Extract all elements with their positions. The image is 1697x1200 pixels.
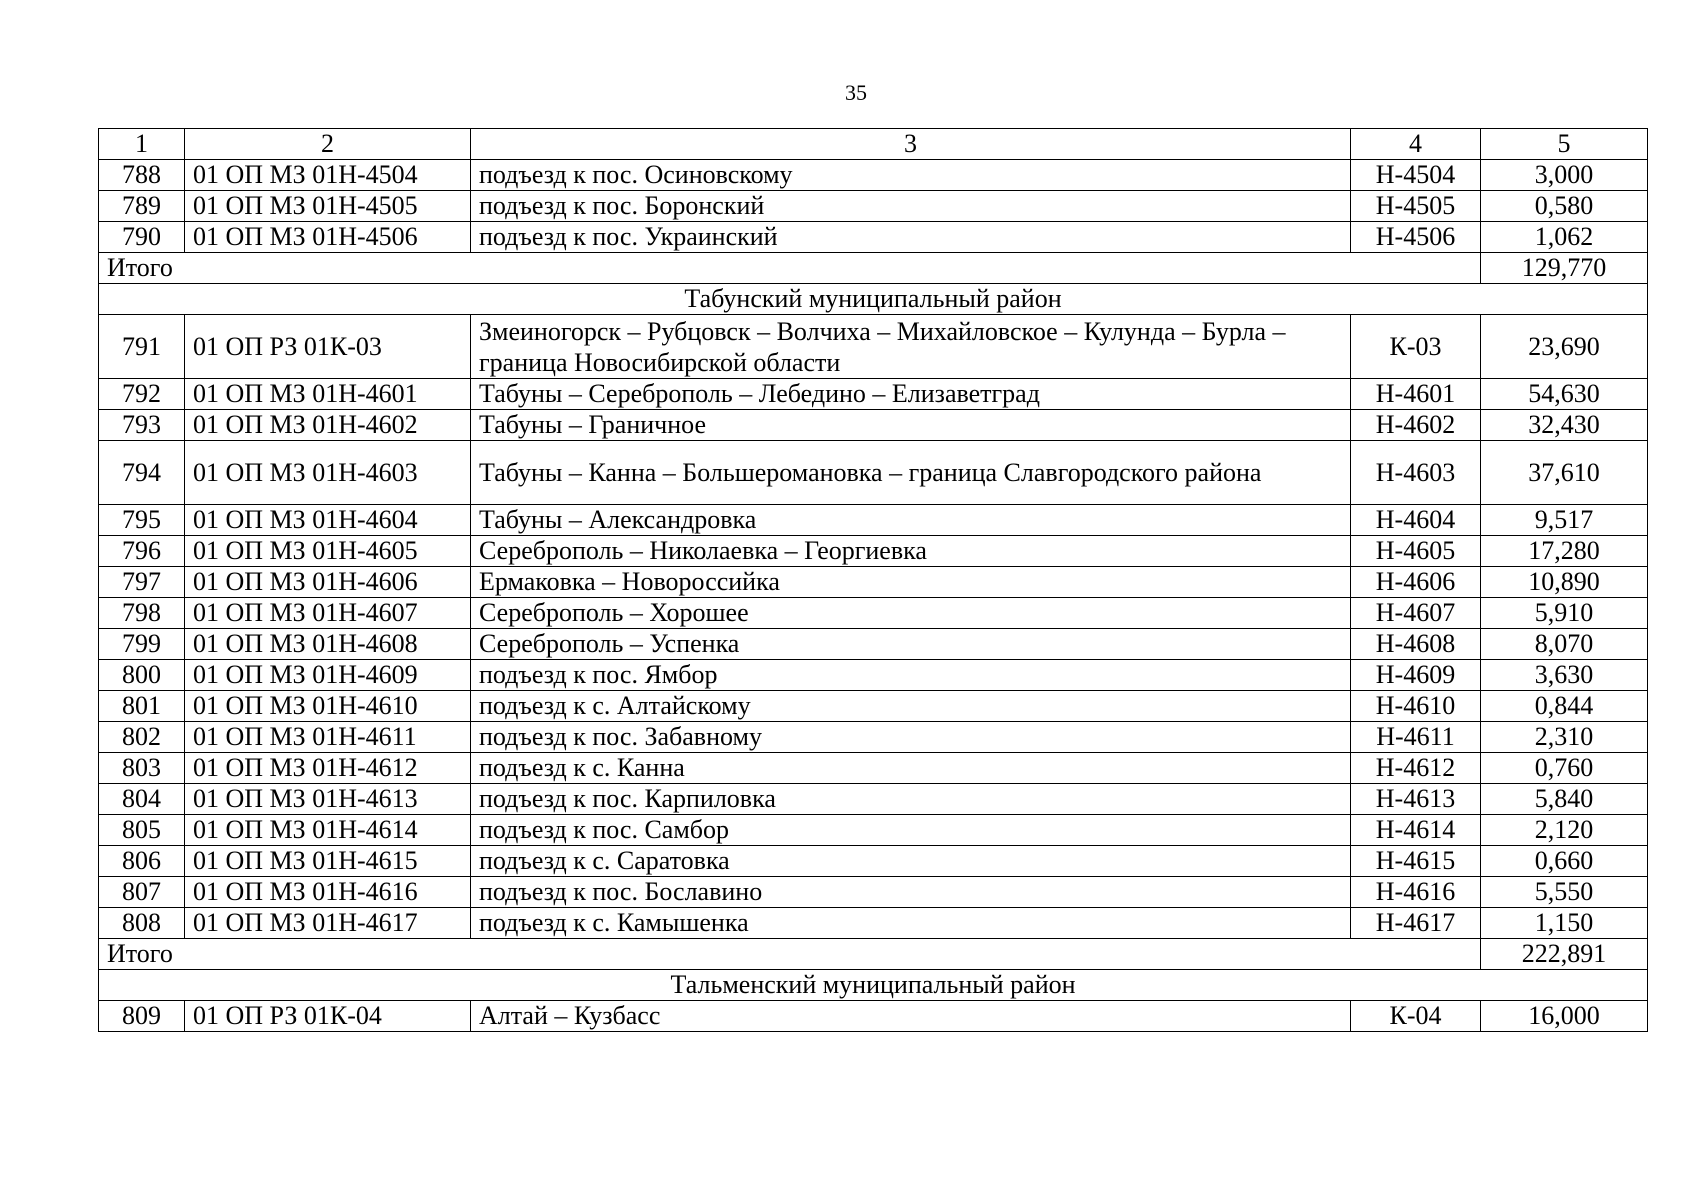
road-name-cell: подъезд к пос. Самбор — [471, 815, 1351, 846]
road-name-cell: подъезд к пос. Забавному — [471, 722, 1351, 753]
row-number-cell: 793 — [99, 410, 185, 441]
road-length-cell: 8,070 — [1481, 629, 1648, 660]
road-length-cell: 17,280 — [1481, 536, 1648, 567]
road-length-cell: 1,150 — [1481, 908, 1648, 939]
road-id-cell: 01 ОП МЗ 01Н-4602 — [185, 410, 471, 441]
road-id-cell: 01 ОП МЗ 01Н-4606 — [185, 567, 471, 598]
district-heading-row — [99, 284, 1648, 315]
total-value: 129,770 — [1481, 253, 1648, 284]
road-code-cell: Н-4506 — [1351, 222, 1481, 253]
road-name-cell: Сереброполь – Успенка — [471, 629, 1351, 660]
road-length-cell: 9,517 — [1481, 505, 1648, 536]
road-length-cell: 5,840 — [1481, 784, 1648, 815]
row-number-cell: 801 — [99, 691, 185, 722]
road-length-cell: 0,580 — [1481, 191, 1648, 222]
row-number-cell: 790 — [99, 222, 185, 253]
row-number-cell: 788 — [99, 160, 185, 191]
table-row — [99, 722, 1648, 753]
road-code-cell: Н-4608 — [1351, 629, 1481, 660]
road-id-cell: 01 ОП МЗ 01Н-4614 — [185, 815, 471, 846]
row-number-cell: 808 — [99, 908, 185, 939]
road-code-cell: Н-4613 — [1351, 784, 1481, 815]
road-code-cell: Н-4611 — [1351, 722, 1481, 753]
row-number-cell: 794 — [99, 441, 185, 505]
table-row — [99, 629, 1648, 660]
total-value: 222,891 — [1481, 939, 1648, 970]
row-number-cell: 804 — [99, 784, 185, 815]
road-code-cell: Н-4505 — [1351, 191, 1481, 222]
road-length-cell: 32,430 — [1481, 410, 1648, 441]
row-number-cell: 800 — [99, 660, 185, 691]
road-id-cell: 01 ОП МЗ 01Н-4615 — [185, 846, 471, 877]
row-number-cell: 796 — [99, 536, 185, 567]
table-row — [99, 691, 1648, 722]
road-length-cell: 0,844 — [1481, 691, 1648, 722]
row-number-cell: 799 — [99, 629, 185, 660]
road-name-cell: подъезд к пос. Украинский — [471, 222, 1351, 253]
road-id-cell: 01 ОП МЗ 01Н-4616 — [185, 877, 471, 908]
road-code-cell: Н-4615 — [1351, 846, 1481, 877]
road-name-cell: подъезд к с. Алтайскому — [471, 691, 1351, 722]
road-id-cell: 01 ОП МЗ 01Н-4617 — [185, 908, 471, 939]
table-row — [99, 505, 1648, 536]
road-id-cell: 01 ОП МЗ 01Н-4612 — [185, 753, 471, 784]
road-length-cell: 2,310 — [1481, 722, 1648, 753]
road-id-cell: 01 ОП МЗ 01Н-4506 — [185, 222, 471, 253]
road-code-cell: Н-4617 — [1351, 908, 1481, 939]
table-row — [99, 315, 1648, 379]
row-number-cell: 791 — [99, 315, 185, 379]
road-code-cell: Н-4604 — [1351, 505, 1481, 536]
road-code-cell: Н-4609 — [1351, 660, 1481, 691]
road-length-cell: 16,000 — [1481, 1001, 1648, 1032]
road-name-cell: Табуны – Граничное — [471, 410, 1351, 441]
roads-table — [98, 128, 1648, 1032]
table-row — [99, 846, 1648, 877]
district-heading-row — [99, 970, 1648, 1001]
row-number-cell: 795 — [99, 505, 185, 536]
road-id-cell: 01 ОП МЗ 01Н-4505 — [185, 191, 471, 222]
table-row — [99, 1001, 1648, 1032]
road-id-cell: 01 ОП МЗ 01Н-4601 — [185, 379, 471, 410]
road-length-cell: 23,690 — [1481, 315, 1648, 379]
table-row — [99, 222, 1648, 253]
road-code-cell: Н-4603 — [1351, 441, 1481, 505]
road-code-cell: Н-4616 — [1351, 877, 1481, 908]
road-length-cell: 5,910 — [1481, 598, 1648, 629]
road-code-cell: Н-4606 — [1351, 567, 1481, 598]
table-row — [99, 410, 1648, 441]
road-id-cell: 01 ОП МЗ 01Н-4604 — [185, 505, 471, 536]
road-name-cell: Табуны – Александровка — [471, 505, 1351, 536]
table-row — [99, 567, 1648, 598]
road-code-cell: Н-4504 — [1351, 160, 1481, 191]
road-code-cell: Н-4605 — [1351, 536, 1481, 567]
row-number-cell: 803 — [99, 753, 185, 784]
road-length-cell: 54,630 — [1481, 379, 1648, 410]
column-header: 5 — [1481, 129, 1648, 160]
road-id-cell: 01 ОП МЗ 01Н-4609 — [185, 660, 471, 691]
row-number-cell: 792 — [99, 379, 185, 410]
road-code-cell: К-04 — [1351, 1001, 1481, 1032]
total-label: Итого — [99, 253, 1481, 284]
road-name-cell: подъезд к с. Канна — [471, 753, 1351, 784]
table-row — [99, 441, 1648, 505]
row-number-cell: 809 — [99, 1001, 185, 1032]
row-number-cell: 789 — [99, 191, 185, 222]
road-id-cell: 01 ОП МЗ 01Н-4607 — [185, 598, 471, 629]
road-id-cell: 01 ОП МЗ 01Н-4608 — [185, 629, 471, 660]
road-name-cell: подъезд к пос. Ямбор — [471, 660, 1351, 691]
column-header: 1 — [99, 129, 185, 160]
table-row — [99, 908, 1648, 939]
column-header: 2 — [185, 129, 471, 160]
road-name-cell: Табуны – Сереброполь – Лебедино – Елизаветград — [471, 379, 1351, 410]
road-code-cell: К-03 — [1351, 315, 1481, 379]
road-length-cell: 10,890 — [1481, 567, 1648, 598]
road-length-cell: 2,120 — [1481, 815, 1648, 846]
road-id-cell: 01 ОП МЗ 01Н-4504 — [185, 160, 471, 191]
road-name-cell: Сереброполь – Николаевка – Георгиевка — [471, 536, 1351, 567]
district-heading: Тальменский муниципальный район — [99, 970, 1648, 1001]
road-name-cell: подъезд к пос. Боронский — [471, 191, 1351, 222]
row-number-cell: 805 — [99, 815, 185, 846]
road-code-cell: Н-4612 — [1351, 753, 1481, 784]
road-code-cell: Н-4614 — [1351, 815, 1481, 846]
table-header-row — [99, 129, 1648, 160]
road-code-cell: Н-4601 — [1351, 379, 1481, 410]
road-code-cell: Н-4610 — [1351, 691, 1481, 722]
page-number: 35 — [845, 80, 867, 105]
road-length-cell: 5,550 — [1481, 877, 1648, 908]
table-row — [99, 191, 1648, 222]
road-id-cell: 01 ОП РЗ 01К-03 — [185, 315, 471, 379]
road-name-cell: Ермаковка – Новороссийка — [471, 567, 1351, 598]
road-length-cell: 0,660 — [1481, 846, 1648, 877]
table-row — [99, 753, 1648, 784]
table-row — [99, 815, 1648, 846]
table-row — [99, 379, 1648, 410]
column-header: 3 — [471, 129, 1351, 160]
road-id-cell: 01 ОП МЗ 01Н-4605 — [185, 536, 471, 567]
road-name-cell: Змеиногорск – Рубцовск – Волчиха – Михайловское – Кулунда – Бурла – граница Новосибирской области — [471, 315, 1351, 379]
total-row — [99, 253, 1648, 284]
row-number-cell: 798 — [99, 598, 185, 629]
total-row — [99, 939, 1648, 970]
road-name-cell: Табуны – Канна – Большеромановка – граница Славгородского района — [471, 441, 1351, 505]
road-code-cell: Н-4607 — [1351, 598, 1481, 629]
table-row — [99, 784, 1648, 815]
road-length-cell: 37,610 — [1481, 441, 1648, 505]
road-name-cell: Алтай – Кузбасс — [471, 1001, 1351, 1032]
row-number-cell: 802 — [99, 722, 185, 753]
road-length-cell: 1,062 — [1481, 222, 1648, 253]
row-number-cell: 797 — [99, 567, 185, 598]
total-label: Итого — [99, 939, 1481, 970]
column-header: 4 — [1351, 129, 1481, 160]
road-id-cell: 01 ОП МЗ 01Н-4610 — [185, 691, 471, 722]
table-row — [99, 598, 1648, 629]
road-length-cell: 0,760 — [1481, 753, 1648, 784]
road-name-cell: Сереброполь – Хорошее — [471, 598, 1351, 629]
road-name-cell: подъезд к с. Саратовка — [471, 846, 1351, 877]
road-name-cell: подъезд к пос. Карпиловка — [471, 784, 1351, 815]
road-id-cell: 01 ОП МЗ 01Н-4603 — [185, 441, 471, 505]
road-name-cell: подъезд к с. Камышенка — [471, 908, 1351, 939]
table-row — [99, 160, 1648, 191]
table-row — [99, 660, 1648, 691]
road-name-cell: подъезд к пос. Осиновскому — [471, 160, 1351, 191]
row-number-cell: 807 — [99, 877, 185, 908]
road-id-cell: 01 ОП МЗ 01Н-4613 — [185, 784, 471, 815]
district-heading: Табунский муниципальный район — [99, 284, 1648, 315]
table-row — [99, 877, 1648, 908]
row-number-cell: 806 — [99, 846, 185, 877]
table-row — [99, 536, 1648, 567]
road-length-cell: 3,630 — [1481, 660, 1648, 691]
road-id-cell: 01 ОП РЗ 01К-04 — [185, 1001, 471, 1032]
road-id-cell: 01 ОП МЗ 01Н-4611 — [185, 722, 471, 753]
road-code-cell: Н-4602 — [1351, 410, 1481, 441]
road-name-cell: подъезд к пос. Бославино — [471, 877, 1351, 908]
road-length-cell: 3,000 — [1481, 160, 1648, 191]
